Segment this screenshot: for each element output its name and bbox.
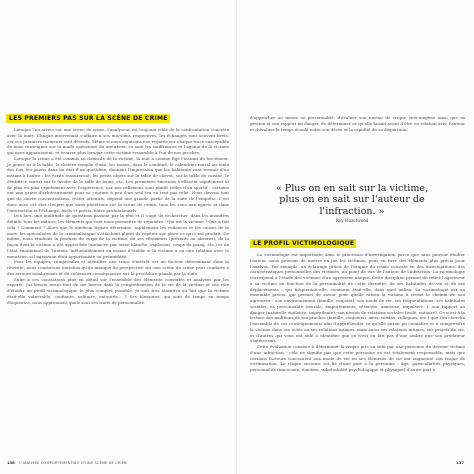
paragraph: Pour les équipes, comprendre et identifier une trace d'intérêt est un facteur déterminant dans la réussite, nous constatons toutefois qu'un manque de perspective sur une scène de crime peut conduire à des erreurs nombreuses et de coûteuses conséquences sur la procédure pénale par la suite.	[7, 259, 229, 276]
page-number: 137	[456, 461, 464, 465]
left-body-text	[7, 127, 229, 305]
paragraph: Lorsque le crime a été commis au domicile de la victime, la nuit a comme figé l'instant du forcément. Je pense ici à la table, la théière remplie d'eau, les tasses, dans le combiné, le calendrier mural au texte des fois, les jouets dans un état d'un quotidien, donnant l'impression que les habitants vont revenir d'un instant à l'autre : les écrits rassureront, les petits objets sur la table de chevet, sur la table de cuisine, le dentifrice ouvert sur le lavabo de la salle de bains, etc. Les premières émotions s'effacent rapidement et de plus en plus rapidement avec l'expérience, car nos réflexions sont plutôt celles d'un sportif : certains ont une grave d'arbitrairement pour sa couture à peu d'un seul jeu en tout pas relié. Nous devons tout que de suivre concentrations, rester attentifs, dépend une grande partie de la suite de l'enquête. C'est donc avec cet état d'esprit que nous pénétrons sur la scène de crime, tous les sens aux aguets et dans l'interaction et l'échange, ferils et précis, entre professionnels.	[7, 155, 229, 213]
right-intro-text	[250, 115, 465, 132]
right-footer	[456, 461, 467, 465]
section-heading-profil-victimologique: LE PROFIL VICTIMOLOGIQUE	[250, 239, 356, 248]
running-head: L'ANALYSE COMPORTEMENTALE D'UNE SCÈNE DE CRIME	[19, 461, 128, 465]
right-body-text	[250, 252, 465, 373]
paragraph: Suite à ces constations plus en détail sur l'ensemble des éléments constatés et analysés par les experts, j'ai besoin avant tout de me lancer dans la compréhension de la vie de la victime et son rôle d'établir un profil victimologique le plus complet possible. Je suis très attentive au fait que la victime était-elle vulnérable, confiante, solitaire, entourée... ? Ses blessures, qui sont de temps en temps éloquentes, nous apprennent quels sont ses traits de personnalité.	[7, 276, 229, 305]
left-footer	[7, 461, 127, 465]
pull-quote: « Plus on en sait sur la victime, plus on en sait sur l'auteur de l'infraction. »	[275, 183, 429, 217]
page-number: 136	[7, 461, 15, 465]
right-page	[237, 0, 474, 474]
paragraph: Cette évaluation consiste à déterminer la risque pris ou subi par une personne de devenir victime d'une infraction : cela ne signifie pas que cette personne en est totalement responsable, mais que certains facteurs concourent aux mode de vie ou ses éléments de vie ont augmenté son risque de victimisation. Le risque encouru est lié d'une part à la personne : âge, particularités physiques, personnalité (innocente, émotive, vulnérabilité psychologique et physique) d'autre part à	[250, 344, 465, 372]
paragraph: La victimologie est importante dans le processus d'investigation parce que sans pouvoir étudier l'auteur, nous pouvons de mettre en jeu les victimes, pour en tirer des éléments plus précis pour l'analyse. Par exemple, un éclairage précis de l'origine du crime consiste en des investigations, des caractéristiques personnelles des victimes, au point de vue de l'auteur de l'infraction. La victimologie correspond à l'étude des victimes d'un agresseur unique. Cette discipline permet de relier l'agresseur à sa victime en fonction de la personnalité de cette dernière, de ses habitudes de vie et de ses déplacements : qui fréquentait-elle, comment était-elle, dans quel milieu. La victimologie est un ensemble précis, qui permet de savoir pour quelle raison la victime a croisé le chemin de son agresseur : son environnement (famille, conjoint), son mode de vie, ses fréquentations, ses habitudes sociales, sa personnalité (morale, emportements, réservée, anxieuse, impulsive...), son rapport au danger (naturelle vigilance, imprudente), son niveau de relations sociales (isolé, entouré). Ce n'est à la lecture des auditions de ses proches (famille, conjoints), amis, voisins, collègues, etc.) que l'on chercha l'ensemble de ces renseignements afin d'appréhender ce qu'elle aurait pu connaître et à comprendre la victime dans ses actes ou ses relations intimes, mais aussi ses relations intimes, ses projets de vie, et d'autres qui vous ont aidé à identifier que ce n'est en fait pas d'une ombre que son prédateur s'intéressait.	[250, 252, 465, 344]
quote-attribution: Roy Hazelwood	[335, 218, 369, 223]
section-heading-scene-de-crime: LES PREMIERS PAS SUR LA SCÈNE DE CRIME	[6, 114, 170, 123]
paragraph: d'approcher au mieux sa personnalité, d'évaluer son niveau de risque victi-mogène ainsi que sa gestion et son rapport au danger, de déterminer ce qu'elle faisait avant d'être en relation avec l'auteur et d'évaluer le temps écoulé entre son décès et la rapidité de sa disparition.	[250, 115, 465, 132]
paragraph: Dès lors, une multitude de questions passent par la tête et il s'agit de rechercher, dans les moindres détails, tous les indices, les éléments qui vont nous permettre de répondre : Qui est la victime ? Que a fait cela ? Comment ? Alors que le médecin légiste détermine, rapidement les violences et les causes de la mort, les spécialistes de la criminalistique s'attachent plutôt de repérer sur place ce qui s'est produit. De même, nous étudions la position du corps de la victime, de ses vêtements (présents ou absents), de la façon dont la victime a été approchée (menacée par arme blanche, explosion, coups de poing, etc.) et de l'état émotionnel de l'auteur. Inéluctablement on essaie d'établir si la victime a eu une relation avec le meurtrier, si l'agression était opportuniste ou préméditée.	[7, 213, 229, 259]
paragraph: Lorsque l'on arrive sur une scène de crime, l'analyseur est toujours ciblé de la confrontation concrète avec la mort. Chaque intervenant s'affaire à ses mis-sions respectives, les échanges sont souvent brefs, car ces premiers moments sont décisifs. Même si nous aiguisons nos regards sur chaque trace susceptible de nous renseigner sur le mode opératoire du meurtrier, ce sont les souffrances et l'agonie de la victime qui nous apparaissent, et trouver plus lorsque cette victime ressemble à l'un de nos proches.	[7, 127, 229, 155]
